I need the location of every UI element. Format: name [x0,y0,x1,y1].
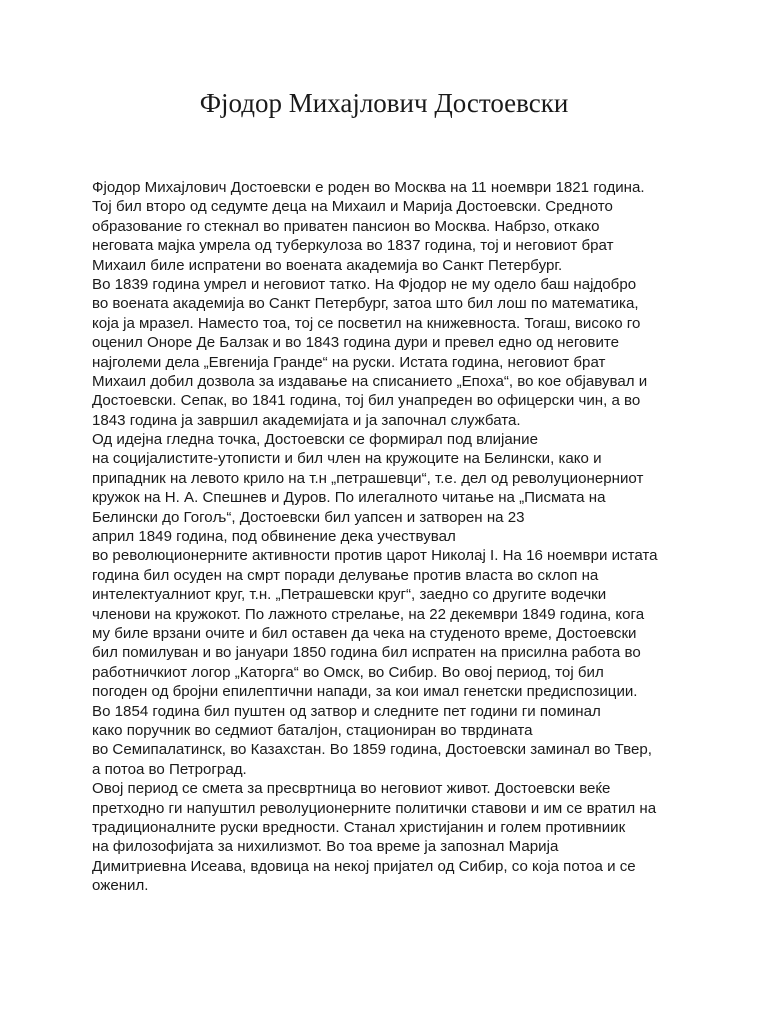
body-text-line: Овој период се смета за пресвртница во неговиот живот. Достоевски веќе [92,780,611,798]
body-text-line: образование го стекнал во приватен пансион во Москва. Набрзо, откако [92,217,600,235]
body-text-line: а потоа во Петроград. [92,760,247,778]
document-body [92,178,692,895]
body-text-line: припадник на левото крило на т.н „петрашевци“, т.е. дел од револуционерниот [92,469,644,487]
body-text-line: Тој бил второ од седумте деца на Михаил и Марија Достоевски. Средното [92,198,613,216]
body-text-line: Михаил добил дозвола за издавање на списанието „Епоха“, во кое објавувал и [92,372,648,390]
body-text-line: членови на кружокот. По лажното стрелање, на 22 декември 1849 година, кога [92,605,645,623]
body-text-line: му биле врзани очите и бил оставен да чека на студеното време, Достоевски [92,624,637,642]
body-text-line: година бил осуден на смрт поради делување против власта во склоп на [92,566,599,584]
body-text-line: како поручник во седмиот баталјон, стациониран во тврдината [92,721,533,739]
body-text-line: Михаил биле испратени во воената академија во Санкт Петербург. [92,256,563,274]
body-text-line: во революционерните активности против царот Николај I. На 16 ноември истата [92,547,658,565]
document-title: Фјодор Михајлович Достоевски [199,88,569,118]
body-text-line: Достоевски. Сепак, во 1841 година, тој бил унапреден во офицерски чин, а во [92,392,641,410]
body-text-line: бил помилуван и во јануари 1850 година бил испратен на присилна работа во [92,644,641,662]
body-text-line: Од идејна гледна точка, Достоевски се формирал под влијание [92,431,538,449]
body-text-line: Белински до Гогољ“, Достоевски бил уапсен и затворен на 23 [92,508,525,526]
body-text-line: неговата мајка умрела од туберкулоза во 1837 година, тој и неговиот брат [92,237,614,255]
body-text-line: оженил. [92,877,149,895]
body-text-line: која ја мразел. Наместо тоа, тој се посветил на книжевноста. Тогаш, високо го [92,314,641,332]
body-text-line: на социјалистите-утописти и бил член на кружоците на Белински, како и [92,450,602,468]
body-text-line: 1843 година ја завршил академијата и ја започнал службата. [92,411,521,429]
body-text-line: Димитриевна Исеава, вдовица на некој пријател од Сибир, со која потоа и се [92,857,636,875]
body-text-line: Во 1839 година умрел и неговиот татко. На Фјодор не му одело баш најдобро [92,275,637,293]
body-text-line: во воената академија во Санкт Петербург, затоа што бил лош по математика, [92,295,639,313]
body-text-line: април 1849 година, под обвинение дека учествувал [92,528,456,546]
body-text-line: претходно ги напуштил револуционерните политички ставови и им се вратил на [92,799,657,817]
body-text-line: Во 1854 година бил пуштен од затвор и следните пет години ги поминал [92,702,601,720]
body-text-line: традиционалните руски вредности. Станал христијанин и голем противниик [92,818,626,836]
body-text-line: на филозофијата за нихилизмот. Во тоа време ја запознал Марија [92,838,559,856]
body-text-line: кружок на Н. А. Спешнев и Дуров. По илегалното читање на „Писмата на [92,489,606,507]
body-text-line: оценил Оноре Де Балзак и во 1843 година дури и превел едно од неговите [92,334,620,352]
body-text-line: најголеми дела „Евгенија Гранде“ на руски. Истата година, неговиот брат [92,353,606,371]
body-text-line: интелектуалниот круг, т.н. „Петрашевски круг“, заедно со другите водечки [92,586,607,604]
body-text-line: погоден од бројни епилептични напади, за кои имал генетски предиспозиции. [92,683,638,701]
body-text-line: во Семипалатинск, во Казахстан. Во 1859 година, Достоевски заминал во Твер, [92,741,652,759]
body-text-line: работничкиот логор „Каторга“ во Омск, во Сибир. Во овој период, тој бил [92,663,604,681]
body-text-line: Фјодор Михајлович Достоевски е роден во Москва на 11 ноември 1821 година. [92,179,645,196]
